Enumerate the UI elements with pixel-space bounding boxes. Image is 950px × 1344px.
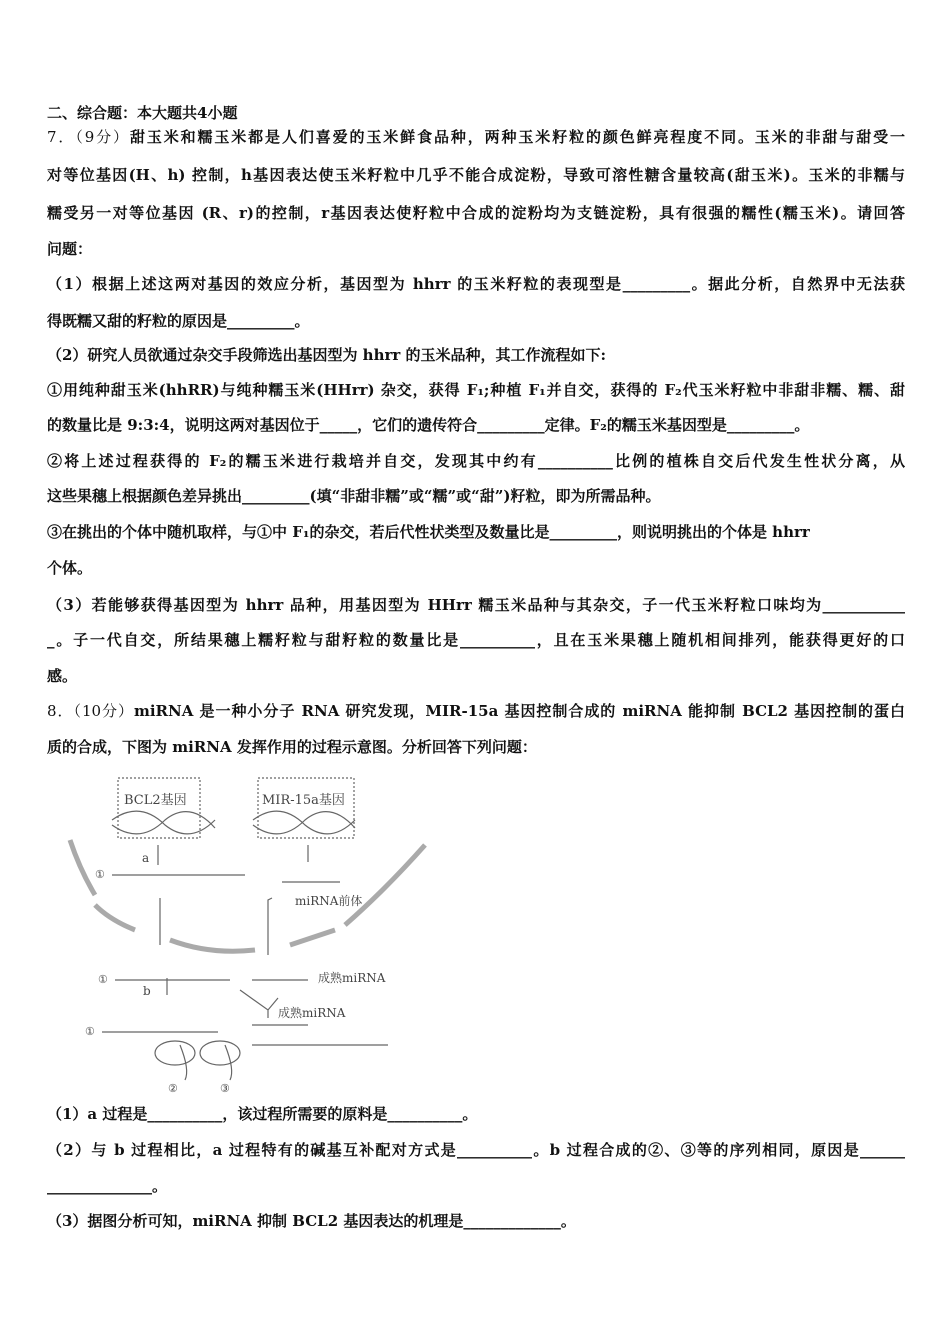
process-arrows xyxy=(158,845,308,1018)
mrna-mark-1: ① xyxy=(98,973,108,986)
mir15a-gene-box xyxy=(258,778,354,838)
q7-step1: 的数量比是 9:3:4，说明这两对基因位于_____，它们的遗传符合_________定律。F₂的糯玉米基因型是_________。 xyxy=(47,416,810,434)
q7-sub1: 得既糯又甜的籽粒的原因是_________。 xyxy=(47,312,310,330)
q7-sub3: _。子一代自交，所结果穗上糯籽粒与甜籽粒的数量比是__________，且在玉米果穗上随机相间排列，能获得更好的口 xyxy=(47,631,905,649)
q8-sub1: （1）a 过程是__________，该过程所需要的原料是__________。 xyxy=(47,1105,478,1123)
q7-step2: ②将上述过程获得的 F₂的糯玉米进行栽培并自交，发现其中约有__________比例的植株自交后代发生性状分离，从 xyxy=(47,452,905,470)
mrna-mark-1: ① xyxy=(85,1025,95,1038)
peptide-mark-2: ② xyxy=(168,1082,178,1095)
process-a-label: a xyxy=(142,851,150,865)
q7-step2: 这些果穗上根据颜色差异挑出_________(填“非甜非糯”或“糯”或“甜”)籽粒，即为所需品种。 xyxy=(47,487,661,505)
mature-mirna-label: 成熟miRNA xyxy=(318,971,386,985)
q8-line: 8．（10分）miRNA 是一种小分子 RNA 研究发现，MIR-15a 基因控制合成的 miRNA 能抑制 BCL2 基因控制的蛋白 xyxy=(47,702,905,720)
q7-sub3: （3）若能够获得基因型为 hhrr 品种，用基因型为 HHrr 糯玉米品种与其杂交，子一代玉米籽粒口味均为___________ xyxy=(47,596,905,614)
bcl2-gene-label: BCL2基因 xyxy=(124,793,187,808)
precursor-label: miRNA前体 xyxy=(295,894,363,908)
q7-line: 7．（9分）甜玉米和糯玉米都是人们喜爱的玉米鲜食品种，两种玉米籽粒的颜色鲜亮程度不同。玉米的非甜与甜受一 xyxy=(47,128,905,146)
mir15a-gene-label: MIR-15a基因 xyxy=(262,793,345,808)
q7-step3: 个体。 xyxy=(47,559,93,577)
nuclear-membrane xyxy=(70,840,425,951)
q7-line: 问题： xyxy=(47,240,93,258)
q7-step3: ③在挑出的个体中随机取样，与①中 F₁的杂交，若后代性状类型及数量比是_________，则说明挑出的个体是 hhrr xyxy=(47,523,810,541)
mir15a-dna-helix-icon xyxy=(253,811,355,834)
mirna-process-diagram xyxy=(40,770,440,1100)
q7-number: 7．（9分） xyxy=(47,128,130,146)
q8-sub2: ______________。 xyxy=(47,1177,168,1195)
q8-number: 8．（10分） xyxy=(47,702,134,720)
q7-sub1: （1）根据上述这两对基因的效应分析，基因型为 hhrr 的玉米籽粒的表现型是_________。据此分析，自然界中无法获 xyxy=(47,275,905,293)
q7-sub3: 感。 xyxy=(47,667,78,685)
bcl2-gene-box xyxy=(118,778,200,838)
q8-line: 质的合成，下图为 miRNA 发挥作用的过程示意图。分析回答下列问题： xyxy=(47,738,537,756)
q7-line: 糯受另一对等位基因 (R、r)的控制，r基因表达使籽粒中合成的淀粉均为支链淀粉，具有很强的糯性(糯玉米)。请回答 xyxy=(47,204,905,222)
process-b-label: b xyxy=(143,984,151,998)
ribosome-icon xyxy=(200,1041,240,1065)
q7-sub2: （2）研究人员欲通过杂交手段筛选出基因型为 hhrr 的玉米品种，其工作流程如下: xyxy=(47,346,607,364)
ribosome-icon xyxy=(155,1041,195,1065)
q7-line: 对等位基因(H、h) 控制，h基因表达使玉米籽粒中几乎不能合成淀粉，导致可溶性糖含量较高(甜玉米)。玉米的非糯与 xyxy=(47,166,905,184)
q8-sub2: （2）与 b 过程相比，a 过程特有的碱基互补配对方式是__________。b 过程合成的②、③等的序列相同，原因是______ xyxy=(47,1141,905,1159)
mature-mirna-label: 成熟miRNA xyxy=(278,1006,346,1020)
mrna-mark-1: ① xyxy=(95,868,105,881)
q8-sub3: （3）据图分析可知，miRNA 抑制 BCL2 基因表达的机理是_____________。 xyxy=(47,1212,576,1230)
bcl2-dna-helix-icon xyxy=(112,811,215,834)
peptide-mark-3: ③ xyxy=(220,1082,230,1095)
section-heading: 二、综合题：本大题共4小题 xyxy=(47,104,238,122)
q7-step1: ①用纯种甜玉米(hhRR)与纯种糯玉米(HHrr) 杂交，获得 F₁;种植 F₁并自交，获得的 F₂代玉米籽粒中非甜非糯、糯、甜 xyxy=(47,381,905,399)
